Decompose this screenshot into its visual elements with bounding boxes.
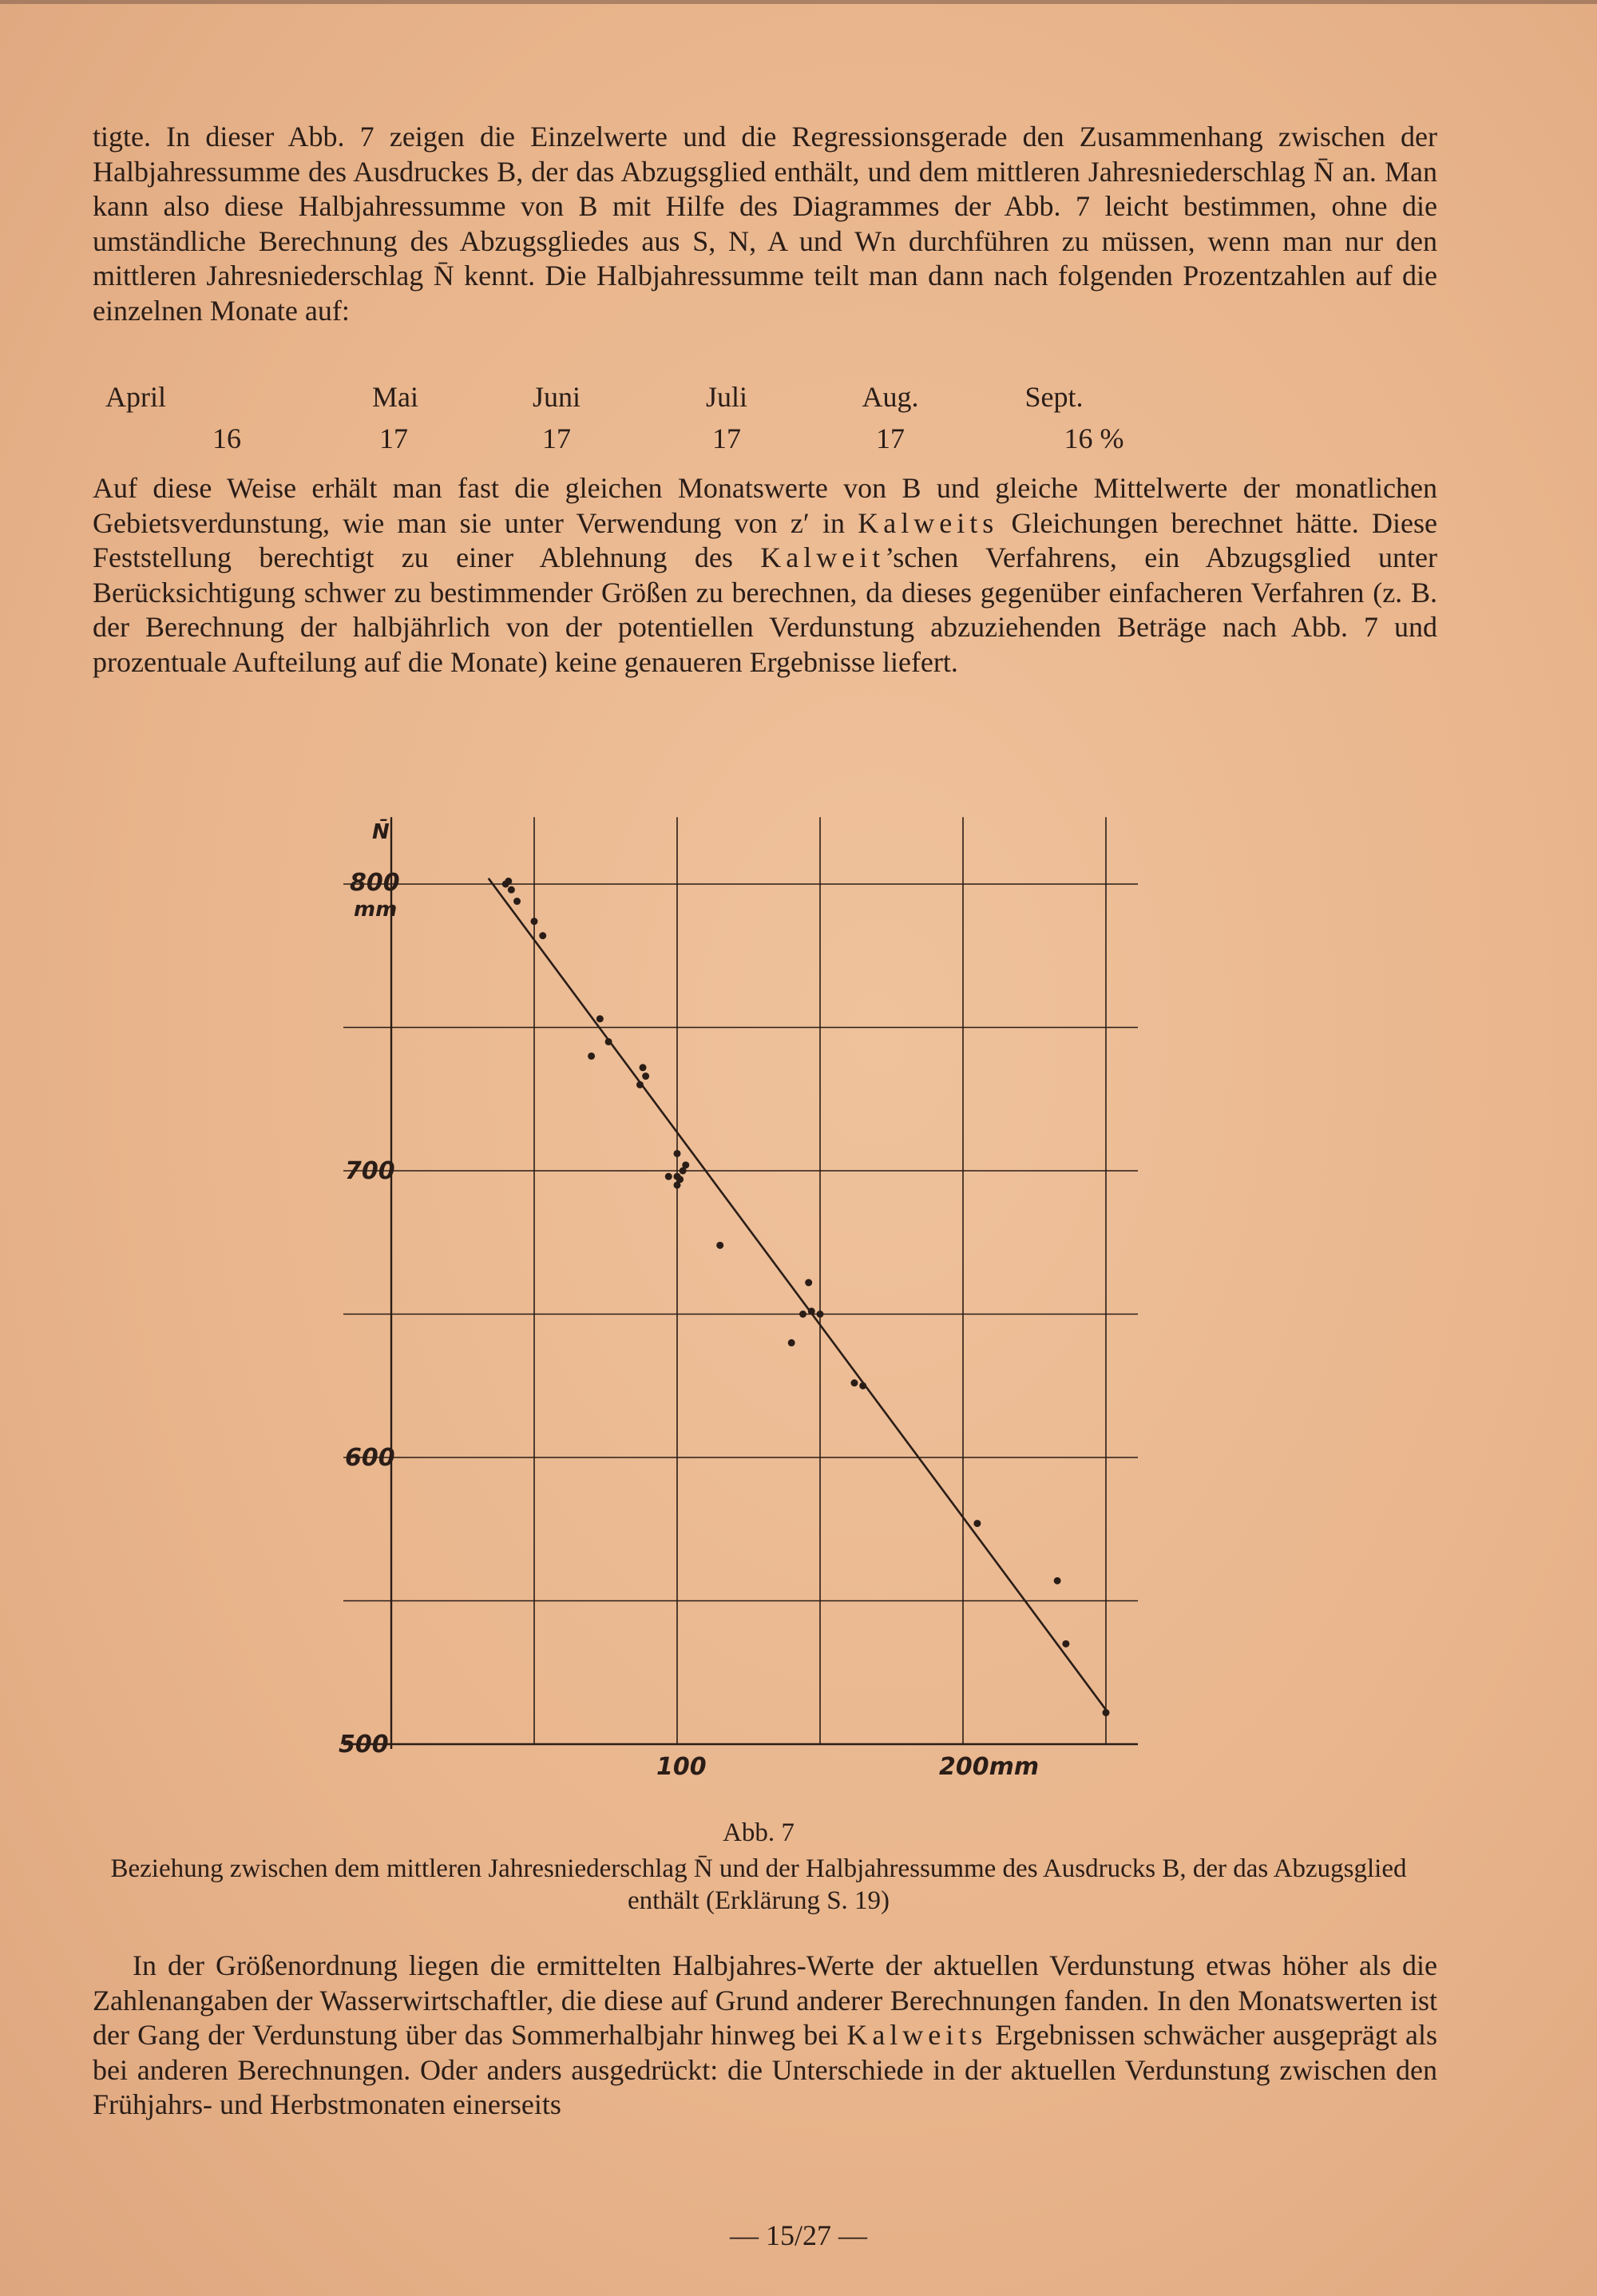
month-label: Aug. xyxy=(862,381,919,413)
data-point xyxy=(508,886,515,894)
y-axis-title: N̄ xyxy=(372,820,390,844)
text-run: Auf diese Weise erhält man fast die gleichen Monatswerte von B und gleiche Mittelwerte der monatlichen Gebietsverdunstung, wie man sie unter Verwendung von z′ in xyxy=(93,472,1437,539)
text-run: Gleichungen berechnet hätte. Diese Feststellung berechtigt zu einer Ablehnung des xyxy=(93,506,1437,573)
data-point xyxy=(1054,1577,1061,1584)
month-label: Sept. xyxy=(1024,381,1084,413)
data-point xyxy=(640,1064,647,1071)
month-label: Mai xyxy=(372,381,418,413)
data-point xyxy=(805,1279,812,1287)
data-point xyxy=(513,898,521,905)
regression-line xyxy=(489,878,1106,1710)
data-point xyxy=(596,1015,604,1022)
month-label: Juli xyxy=(705,381,748,413)
percent-value: 16 % xyxy=(1064,422,1124,454)
percent-value: 17 xyxy=(876,422,905,454)
month-label: April xyxy=(105,381,166,413)
text-run: ’schen Verfahrens, ein Abzugsglied unter Berücksichtigung schwer zu bestimmender Größen zu berechnen, da dieses gegenüber einfacheren Verfahren (z. B. der Berechnung der halbjährlich von der potentiellen Verdunstung abzuziehenden Beträge nach Abb. 7 und prozentuale Aufteilung auf die Monate) keine genaueren Ergebnisse liefert. xyxy=(93,541,1438,678)
regression-line-group xyxy=(489,878,1106,1710)
data-point xyxy=(674,1150,681,1157)
author-name: Kalweit xyxy=(760,541,886,573)
x-tick-label: 100 xyxy=(656,1753,707,1781)
percent-value: 16 xyxy=(212,422,241,454)
figure-caption: Beziehung zwischen dem mittleren Jahresniederschlag N̄ und der Halbjahressumme des Ausdrucks B, der das Abzugsglied enthält (Erklärung S. 19) xyxy=(110,1854,1407,1915)
figure-number: Abb. 7 xyxy=(723,1818,795,1847)
y-tick-label: 500 xyxy=(339,1731,389,1759)
data-point xyxy=(973,1520,981,1527)
data-point xyxy=(642,1073,649,1080)
y-tick-label: 800 xyxy=(350,869,400,897)
data-point xyxy=(605,1038,612,1045)
y-axis-unit: mm xyxy=(354,898,398,922)
data-point xyxy=(531,918,538,925)
data-point xyxy=(674,1181,681,1188)
data-point xyxy=(788,1339,795,1346)
intro-text: tigte. In dieser Abb. 7 zeigen die Einzelwerte und die Regressionsgerade den Zusammenhang zwischen der Halbjahressumme des Ausdruckes B, der das Abzugsglied enthält, und dem mittleren Jahresniederschlag N̄ an. Man kann also diese Halbjahressumme von B mit Hilfe des Diagrammes der Abb. 7 leicht bestimmen, ohne die umständliche Berechnung des Abzugsgliedes aus S, N, A und Wn durchführen zu müssen, wenn man nur den mittleren Jahresniederschlag N̄ kennt. Die Halbjahressumme teilt man dann nach folgenden Prozentzahlen auf die einzelnen Monate auf: xyxy=(93,121,1437,327)
data-point xyxy=(799,1311,806,1318)
third-paragraph xyxy=(93,1949,1437,2123)
data-point xyxy=(808,1307,815,1315)
y-tick-label: 700 xyxy=(345,1157,395,1185)
data-point xyxy=(1062,1640,1069,1648)
percent-value: 17 xyxy=(542,422,571,454)
month-label: Juni xyxy=(532,381,581,413)
x-tick-label: 200mm xyxy=(939,1753,1040,1781)
text-run: Ergebnissen schwächer ausgeprägt als bei anderen Berechnungen. Oder anders ausgedrückt: die Unterschiede in der aktuellen Verdunstung zwischen den Frühjahrs- und Herbstmonaten einerseits xyxy=(93,2019,1437,2120)
data-point xyxy=(636,1081,644,1089)
data-point xyxy=(850,1379,858,1386)
percent-value: 17 xyxy=(379,422,408,454)
y-tick-label: 600 xyxy=(345,1444,395,1472)
percent-value: 17 xyxy=(712,422,741,454)
data-point xyxy=(505,878,512,885)
data-point xyxy=(716,1242,723,1249)
axis-labels xyxy=(339,818,1039,1781)
chart-grid xyxy=(343,817,1138,1749)
text-run: In der Größenordnung liegen die ermittelten Halbjahres-Werte der aktuellen Verdunstung etwas höher als die Zahlenangaben der Wasserwirtschaftler, die diese auf Grund anderer Berechnungen fanden. In den Monatswerten ist der Gang der Verdunstung über das Sommerhalbjahr hinweg bei xyxy=(93,1949,1437,2051)
third-paragraph-text xyxy=(93,1949,1437,2123)
data-point xyxy=(539,932,546,939)
data-point xyxy=(859,1382,866,1390)
data-point xyxy=(680,1168,687,1175)
data-point xyxy=(1103,1709,1110,1716)
data-point xyxy=(588,1053,595,1060)
author-name: Kalweits xyxy=(858,506,999,539)
data-point xyxy=(665,1173,672,1180)
data-point xyxy=(817,1311,824,1318)
author-name: Kalweits xyxy=(846,2019,988,2051)
page-number: — 15/27 — xyxy=(729,2219,867,2251)
